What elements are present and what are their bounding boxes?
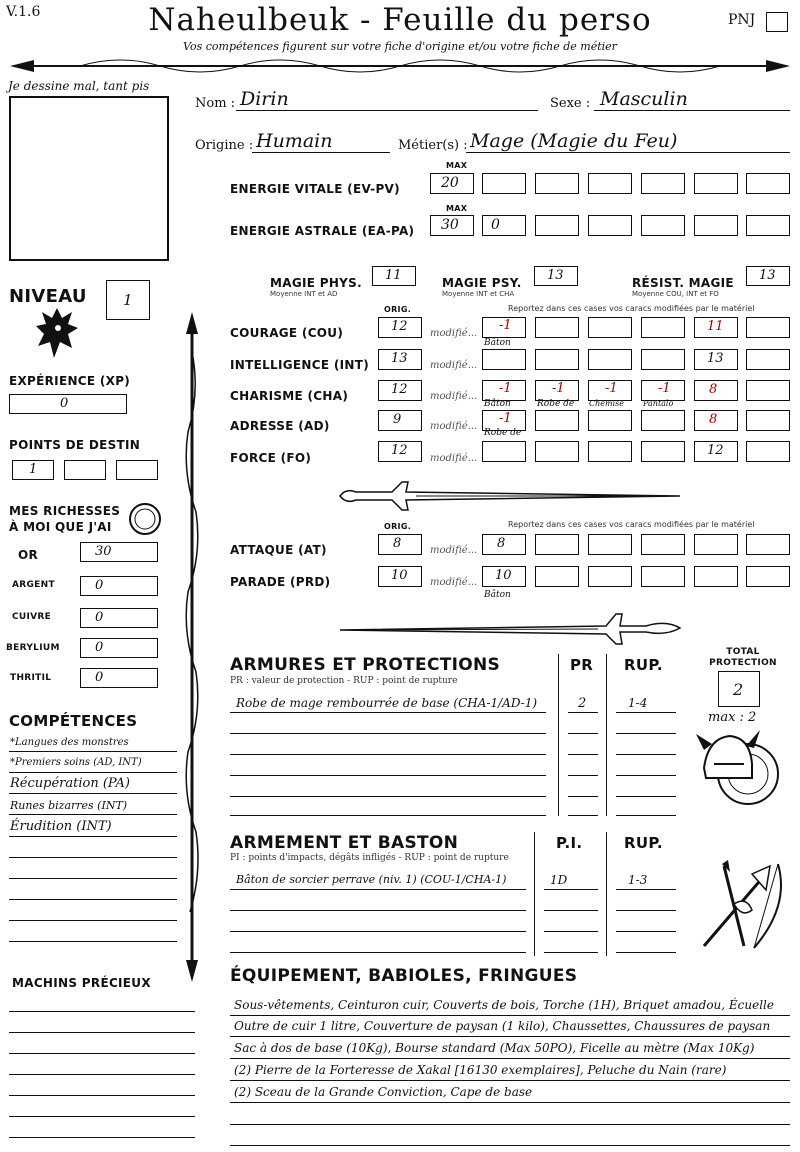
machins-line <box>9 1095 195 1096</box>
total-protection-label: TOTAL PROTECTION <box>709 647 777 668</box>
richesses-label-1: MES RICHESSES <box>9 504 121 518</box>
sexe-value[interactable]: Masculin <box>600 88 688 110</box>
resist-magie-box[interactable]: 13 <box>746 266 790 286</box>
cha-final-box[interactable]: 8 <box>694 380 738 401</box>
prd-modifie: modifié... <box>430 577 478 588</box>
at-mod-box[interactable] <box>588 534 632 555</box>
fo-modifie: modifié... <box>430 453 478 464</box>
armure-line <box>568 712 598 713</box>
sexe-label: Sexe : <box>550 96 591 111</box>
ea-box[interactable] <box>535 215 579 236</box>
armure-line <box>616 754 676 755</box>
competence-item[interactable]: *Langues des monstres <box>10 737 129 748</box>
pnj-checkbox[interactable] <box>766 12 788 32</box>
equipement-underline <box>230 1036 790 1037</box>
richesses-label-2: À MOI QUE J'AI <box>9 520 112 534</box>
armure-line <box>230 754 546 755</box>
portrait-box[interactable] <box>9 96 169 261</box>
sword-icon <box>336 478 684 514</box>
ea-max-label: MAX <box>446 204 468 213</box>
cha-orig-box[interactable]: 12 <box>378 380 422 401</box>
equipement-title: ÉQUIPEMENT, BABIOLES, FRINGUES <box>230 966 578 986</box>
magie-phys-label: MAGIE PHYS. <box>270 276 362 290</box>
or-box[interactable]: 30 <box>80 542 158 562</box>
argent-box[interactable]: 0 <box>80 576 158 596</box>
machins-line <box>9 1074 195 1075</box>
armures-note: PR : valeur de protection - RUP : point de rupture <box>230 676 458 686</box>
cou-final-box[interactable]: 11 <box>694 317 738 338</box>
competence-item[interactable]: Récupération (PA) <box>10 776 130 791</box>
ev-box[interactable] <box>641 173 685 194</box>
magie-psy-box[interactable]: 13 <box>534 266 578 286</box>
equipement-underline <box>230 1080 790 1081</box>
competence-line <box>9 920 177 921</box>
version-label: V.1.6 <box>6 4 41 20</box>
armement-divider <box>606 832 607 956</box>
ev-box[interactable] <box>694 173 738 194</box>
int-label: INTELLIGENCE (INT) <box>230 358 369 372</box>
orig-label: ORIG. <box>384 305 412 314</box>
spear-ornament <box>180 312 204 982</box>
machins-line <box>9 1053 195 1054</box>
destin-box[interactable]: 1 <box>12 460 54 480</box>
armement-note: PI : points d'impacts, dégâts infligés - RUP : point de rupture <box>230 853 509 863</box>
ev-max-label: MAX <box>446 161 468 170</box>
int-orig-box[interactable]: 13 <box>378 349 422 370</box>
arme-line <box>544 910 598 911</box>
coin-icon <box>128 502 162 536</box>
armement-rup-label: RUP. <box>624 834 663 852</box>
armures-divider <box>606 654 607 816</box>
armures-divider <box>558 654 559 816</box>
cha-mod-box[interactable]: -1 <box>535 380 579 401</box>
competence-line <box>9 941 177 942</box>
cou-mod-box[interactable] <box>746 317 790 338</box>
combat-orig-label: ORIG. <box>384 522 412 531</box>
armure-line <box>616 712 676 713</box>
competence-item[interactable]: Runes bizarres (INT) <box>10 799 128 812</box>
equipement-underline <box>230 1015 790 1016</box>
equipement-line[interactable]: (2) Pierre de la Forteresse de Xakal [16130 exemplaires], Peluche du Nain (rare) <box>234 1063 727 1077</box>
magie-psy-label: MAGIE PSY. <box>442 276 522 290</box>
niveau-box[interactable]: 1 <box>106 280 150 320</box>
equipement-underline <box>230 1124 790 1125</box>
total-protection-box[interactable]: 2 <box>718 671 760 707</box>
ev-box[interactable] <box>746 173 790 194</box>
machins-line <box>9 1137 195 1138</box>
prd-mod-box[interactable] <box>588 566 632 587</box>
competence-item[interactable]: Érudition (INT) <box>10 819 112 834</box>
thritil-label: THRITIL <box>10 673 52 683</box>
destin-box[interactable] <box>64 460 106 480</box>
prd-mod-box[interactable] <box>746 566 790 587</box>
int-mod-box[interactable] <box>588 349 632 370</box>
ad-label: ADRESSE (AD) <box>230 419 330 433</box>
competences-label: COMPÉTENCES <box>9 712 138 730</box>
prd-mod-note: Bâton <box>484 590 511 600</box>
weapons-icon <box>694 856 790 956</box>
ev-box[interactable] <box>588 173 632 194</box>
machins-line <box>9 1116 195 1117</box>
arme-line <box>616 889 676 890</box>
cha-mod-box[interactable]: -1 <box>482 380 526 401</box>
origine-label: Origine : <box>195 138 254 153</box>
resist-magie-label: RÉSIST. MAGIE <box>632 276 734 290</box>
ad-orig-box[interactable]: 9 <box>378 410 422 431</box>
int-modifie: modifié... <box>430 360 478 371</box>
competence-line <box>9 772 177 773</box>
int-mod-box[interactable] <box>641 349 685 370</box>
equipement-line[interactable]: (2) Sceau de la Grande Conviction, Cape de base <box>234 1085 533 1099</box>
prd-mod-box[interactable]: 10 <box>482 566 526 587</box>
ea-box[interactable] <box>746 215 790 236</box>
cou-orig-box[interactable]: 12 <box>378 317 422 338</box>
int-mod-box[interactable] <box>482 349 526 370</box>
pi-label: P.I. <box>556 834 583 852</box>
armure-line <box>568 775 598 776</box>
sheet-title: Naheulbeuk - Feuille du perso <box>148 2 652 38</box>
cha-mod-box[interactable] <box>746 380 790 401</box>
machins-line <box>9 1032 195 1033</box>
nom-underline <box>236 110 538 111</box>
berylium-label: BERYLIUM <box>6 643 60 653</box>
armure-line <box>568 733 598 734</box>
arme-line <box>230 889 526 890</box>
destin-box[interactable] <box>116 460 158 480</box>
ad-mod-box[interactable] <box>641 410 685 431</box>
int-mod-box[interactable] <box>746 349 790 370</box>
metier-value[interactable]: Mage (Magie du Feu) <box>470 130 678 152</box>
at-modifie: modifié... <box>430 545 478 556</box>
max-protection: max : 2 <box>708 710 757 725</box>
sexe-underline <box>594 110 790 111</box>
cuivre-label: CUIVRE <box>12 612 52 622</box>
nom-label: Nom : <box>195 96 236 111</box>
cha-mod-note: Bâton <box>484 399 511 409</box>
sword-icon <box>336 606 684 646</box>
arme-line <box>544 952 598 953</box>
ea-box[interactable] <box>694 215 738 236</box>
machins-label: MACHINS PRÉCIEUX <box>12 976 151 990</box>
armement-title: ARMEMENT ET BASTON <box>230 833 459 853</box>
cha-modifie: modifié... <box>430 391 478 402</box>
arme-line <box>230 952 526 953</box>
cha-label: CHARISME (CHA) <box>230 389 349 403</box>
fo-mod-box[interactable] <box>641 441 685 462</box>
origine-value[interactable]: Humain <box>256 130 333 152</box>
at-mod-box[interactable] <box>535 534 579 555</box>
armure-line <box>230 815 546 816</box>
prd-mod-box[interactable] <box>535 566 579 587</box>
pnj-label: PNJ <box>728 12 756 28</box>
armure-line <box>568 796 598 797</box>
ea-box[interactable] <box>588 215 632 236</box>
armure-line <box>230 733 546 734</box>
at-label: ATTAQUE (AT) <box>230 543 327 557</box>
arme-name[interactable]: Bâton de sorcier perrave (niv. 1) (COU-1/CHA-1) <box>236 873 507 886</box>
armure-line <box>568 815 598 816</box>
armure-line <box>616 775 676 776</box>
xp-label: EXPÉRIENCE (XP) <box>9 374 131 388</box>
cou-modifie: modifié... <box>430 328 478 339</box>
origine-underline <box>252 152 390 153</box>
cou-label: COURAGE (COU) <box>230 326 344 340</box>
metier-label: Métier(s) : <box>398 138 468 153</box>
ev-label: ENERGIE VITALE (EV-PV) <box>230 182 400 196</box>
ea-label: ENERGIE ASTRALE (EA-PA) <box>230 224 415 238</box>
ev-box[interactable] <box>535 173 579 194</box>
equipement-line[interactable]: Outre de cuir 1 litre, Couverture de paysan (1 kilo), Chaussettes, Chaussures de paysan <box>234 1019 771 1033</box>
cha-mod-note: Chemise <box>589 399 624 408</box>
at-orig-box[interactable]: 8 <box>378 534 422 555</box>
arme-line <box>230 931 526 932</box>
rup-label: RUP. <box>624 656 663 674</box>
niveau-label: NIVEAU <box>9 286 87 307</box>
ea-max-box[interactable]: 30 <box>430 215 474 236</box>
ad-modifie: modifié... <box>430 421 478 432</box>
competence-line <box>9 857 177 858</box>
destin-label: POINTS DE DESTIN <box>9 438 141 452</box>
cha-mod-note: Pantalo <box>643 399 674 408</box>
thritil-box[interactable]: 0 <box>80 668 158 688</box>
xp-box[interactable]: 0 <box>9 394 127 414</box>
armure-line <box>230 796 546 797</box>
ad-mod-box[interactable]: -1 <box>482 410 526 431</box>
cou-mod-box[interactable] <box>641 317 685 338</box>
ad-final-box[interactable]: 8 <box>694 410 738 431</box>
fo-mod-box[interactable] <box>746 441 790 462</box>
arme-line <box>544 931 598 932</box>
pr-label: PR <box>570 656 594 674</box>
fo-final-box[interactable]: 12 <box>694 441 738 462</box>
armure-line <box>230 712 546 713</box>
dragon-icon <box>32 304 82 362</box>
equipement-line[interactable]: Sac à dos de base (10Kg), Bourse standard (Max 50PO), Ficelle au mètre (Max 10Kg) <box>234 1041 755 1055</box>
armure-rup[interactable]: 1-4 <box>628 696 648 710</box>
at-mod-box[interactable] <box>694 534 738 555</box>
cou-mod-box[interactable] <box>588 317 632 338</box>
cha-mod-note: Robe de <box>537 399 575 409</box>
prd-mod-box[interactable] <box>694 566 738 587</box>
armure-line <box>616 796 676 797</box>
machins-line <box>9 1011 195 1012</box>
cou-mod-note: Bâton <box>484 338 511 348</box>
competence-line <box>9 751 177 752</box>
int-final-box[interactable]: 13 <box>694 349 738 370</box>
resist-magie-note: Moyenne COU, INT et FO <box>632 290 719 298</box>
at-mod-box[interactable] <box>746 534 790 555</box>
magie-psy-note: Moyenne INT et CHA <box>442 290 515 298</box>
int-mod-box[interactable] <box>535 349 579 370</box>
arme-line <box>544 889 598 890</box>
armure-line <box>230 775 546 776</box>
helmet-shield-icon <box>694 724 790 812</box>
armures-title: ARMURES ET PROTECTIONS <box>230 655 501 675</box>
competence-line <box>9 899 177 900</box>
argent-label: ARGENT <box>12 580 55 590</box>
fo-mod-box[interactable] <box>482 441 526 462</box>
arme-line <box>616 931 676 932</box>
competence-line <box>9 836 177 837</box>
equipement-underline <box>230 1058 790 1059</box>
prd-orig-box[interactable]: 10 <box>378 566 422 587</box>
ea-box[interactable] <box>641 215 685 236</box>
cou-mod-box[interactable]: -1 <box>482 317 526 338</box>
ea-current-box[interactable]: 0 <box>482 215 526 236</box>
ad-mod-box[interactable] <box>535 410 579 431</box>
competence-line <box>9 793 177 794</box>
portrait-caption: Je dessine mal, tant pis <box>8 79 150 93</box>
armure-name[interactable]: Robe de mage rembourrée de base (CHA-1/AD-1) <box>236 696 538 710</box>
at-mod-box[interactable] <box>641 534 685 555</box>
fo-mod-box[interactable] <box>535 441 579 462</box>
carac-note: Reportez dans ces cases vos caracs modifiées par le matériel <box>508 304 755 313</box>
arme-pi[interactable]: 1D <box>550 873 568 887</box>
header-spear-ornament <box>0 52 800 80</box>
armement-divider <box>534 832 535 956</box>
cha-mod-box[interactable]: -1 <box>588 380 632 401</box>
arme-line <box>230 910 526 911</box>
equipement-underline <box>230 1102 790 1103</box>
cuivre-box[interactable]: 0 <box>80 608 158 628</box>
equipement-underline <box>230 1145 790 1146</box>
armure-pr[interactable]: 2 <box>578 696 587 711</box>
fo-label: FORCE (FO) <box>230 451 312 465</box>
sheet-subtitle: Vos compétences figurent sur votre fiche d'origine et/ou votre fiche de métier <box>183 40 617 53</box>
prd-label: PARADE (PRD) <box>230 575 331 589</box>
ad-mod-box[interactable] <box>746 410 790 431</box>
berylium-box[interactable]: 0 <box>80 638 158 658</box>
or-label: OR <box>18 548 39 562</box>
fo-mod-box[interactable] <box>588 441 632 462</box>
nom-value[interactable]: Dirin <box>240 88 289 110</box>
cha-mod-box[interactable]: -1 <box>641 380 685 401</box>
armure-line <box>568 754 598 755</box>
combat-note: Reportez dans ces cases vos caracs modifiées par le matériel <box>508 520 755 529</box>
arme-line <box>616 910 676 911</box>
ev-max-box[interactable]: 20 <box>430 173 474 194</box>
fo-orig-box[interactable]: 12 <box>378 441 422 462</box>
armure-line <box>616 733 676 734</box>
cou-mod-box[interactable] <box>535 317 579 338</box>
armure-line <box>616 815 676 816</box>
at-mod-box[interactable]: 8 <box>482 534 526 555</box>
competence-item[interactable]: *Premiers soins (AD, INT) <box>10 757 142 768</box>
competence-line <box>9 878 177 879</box>
arme-line <box>616 952 676 953</box>
magie-phys-box[interactable]: 11 <box>372 266 416 286</box>
magie-phys-note: Moyenne INT et AD <box>270 290 338 298</box>
ad-mod-box[interactable] <box>588 410 632 431</box>
ev-box[interactable] <box>482 173 526 194</box>
prd-mod-box[interactable] <box>641 566 685 587</box>
arme-rup[interactable]: 1-3 <box>628 873 648 887</box>
metier-underline <box>466 152 790 153</box>
ad-mod-note: Robe de <box>484 428 522 438</box>
equipement-line[interactable]: Sous-vêtements, Ceinturon cuir, Couverts de bois, Torche (1H), Briquet amadou, Écuelle <box>234 998 774 1012</box>
competence-line <box>9 814 177 815</box>
